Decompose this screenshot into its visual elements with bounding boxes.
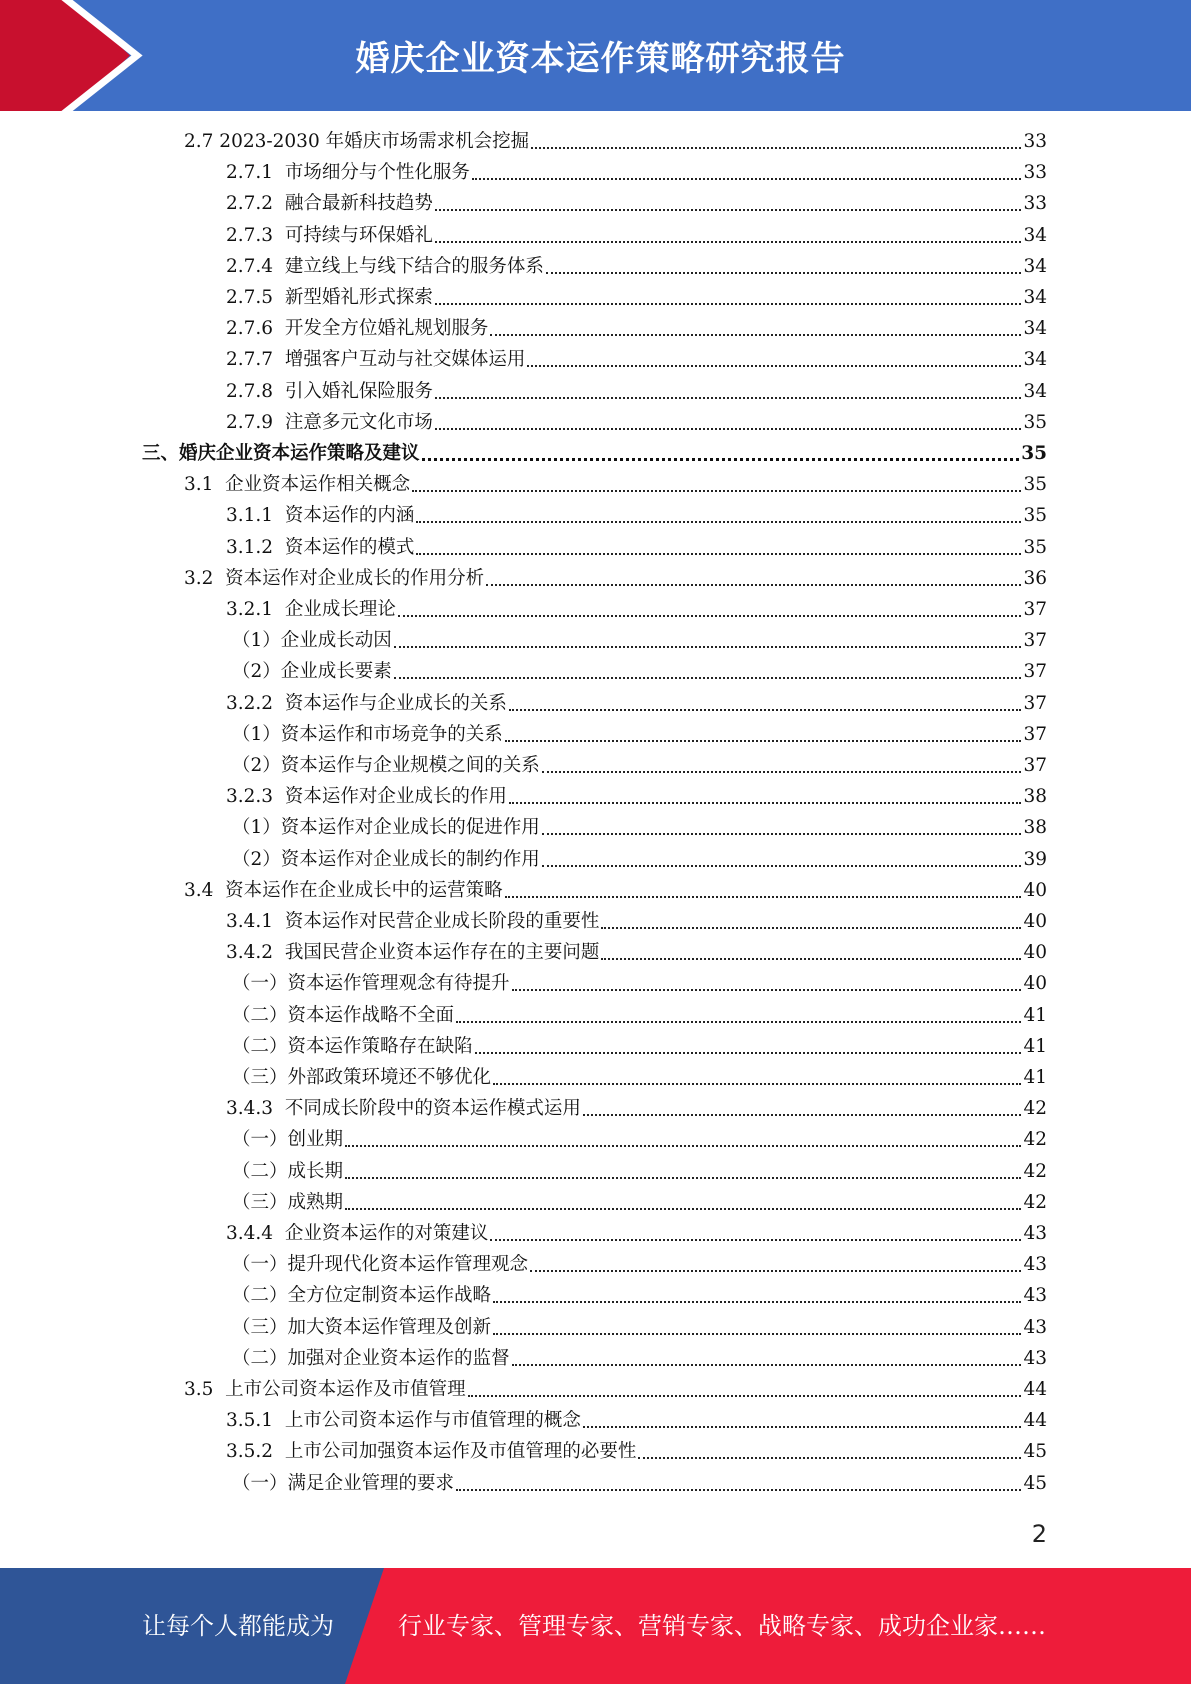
toc-dot-leader — [583, 1425, 1022, 1428]
toc-entry-page: 37 — [1023, 599, 1047, 620]
toc-entry[interactable] — [184, 471, 1047, 499]
toc-dot-leader — [542, 832, 1022, 835]
toc-entry-page: 37 — [1023, 630, 1047, 651]
toc-dot-leader — [398, 614, 1022, 617]
toc-entry-label: 3.1 企业资本运作相关概念 — [184, 474, 411, 495]
toc-dot-leader — [422, 457, 1020, 461]
toc-entry-page: 34 — [1023, 349, 1047, 370]
toc-entry-page: 44 — [1023, 1379, 1047, 1400]
toc-entry-label: （二）全方位定制资本运作战略 — [232, 1285, 492, 1306]
toc-entry[interactable] — [232, 846, 1047, 874]
toc-entry-page: 42 — [1023, 1129, 1047, 1150]
toc-entry-page: 41 — [1023, 1005, 1047, 1026]
toc-entry-label: （1）资本运作和市场竞争的关系 — [232, 724, 503, 745]
toc-dot-leader — [435, 302, 1022, 305]
toc-entry-label: 3.5.2 上市公司加强资本运作及市值管理的必要性 — [226, 1441, 637, 1462]
toc-dot-leader — [546, 271, 1022, 274]
toc-entry[interactable] — [232, 752, 1047, 780]
toc-dot-leader — [468, 1394, 1022, 1397]
toc-entry-label: 3.2 资本运作对企业成长的作用分析 — [184, 568, 485, 589]
toc-dot-leader — [542, 770, 1022, 773]
toc-entry-page: 43 — [1023, 1223, 1047, 1244]
toc-entry-label: 3.1.2 资本运作的模式 — [226, 537, 415, 558]
page-number: 2 — [1031, 1520, 1047, 1548]
toc-dot-leader — [456, 1020, 1021, 1023]
toc-entry-page: 39 — [1023, 849, 1047, 870]
toc-entry-label: （2）企业成长要素 — [232, 661, 392, 682]
toc-entry[interactable] — [142, 440, 1047, 468]
toc-entry-page: 44 — [1023, 1410, 1047, 1431]
toc-entry-page: 35 — [1021, 443, 1047, 464]
toc-entry-page: 45 — [1023, 1473, 1047, 1494]
toc-entry-page: 41 — [1023, 1036, 1047, 1057]
toc-entry-page: 42 — [1023, 1192, 1047, 1213]
toc-dot-leader — [493, 1300, 1021, 1303]
toc-entry-label: 2.7.4 建立线上与线下结合的服务体系 — [226, 256, 544, 277]
toc-entry[interactable] — [232, 1002, 1047, 1030]
toc-entry[interactable] — [232, 1064, 1047, 1092]
toc-dot-leader — [493, 1082, 1021, 1085]
toc-entry-label: 三、婚庆企业资本运作策略及建议 — [142, 443, 420, 464]
toc-entry[interactable] — [232, 627, 1047, 655]
toc-entry-page: 33 — [1023, 193, 1047, 214]
toc-entry-page: 34 — [1023, 318, 1047, 339]
toc-entry-label: 2.7.5 新型婚礼形式探索 — [226, 287, 433, 308]
toc-dot-leader — [601, 926, 1021, 929]
toc-entry-label: （一）满足企业管理的要求 — [232, 1473, 455, 1494]
toc-entry[interactable] — [232, 721, 1047, 749]
toc-entry[interactable] — [226, 222, 1047, 250]
toc-entry[interactable] — [226, 1407, 1047, 1435]
toc-entry-page: 38 — [1023, 786, 1047, 807]
toc-entry-label: 3.2.2 资本运作与企业成长的关系 — [226, 693, 507, 714]
toc-entry[interactable] — [184, 128, 1047, 156]
report-title: 婚庆企业资本运作策略研究报告 — [355, 39, 846, 79]
toc-dot-leader — [493, 1332, 1021, 1335]
toc-entry-label: （一）创业期 — [232, 1129, 344, 1150]
toc-entry-page: 37 — [1023, 661, 1047, 682]
toc-entry-page: 34 — [1023, 225, 1047, 246]
toc-entry-label: 2.7.8 引入婚礼保险服务 — [226, 381, 433, 402]
toc-entry[interactable] — [232, 1033, 1047, 1061]
toc-dot-leader — [583, 1113, 1022, 1116]
toc-dot-leader — [435, 427, 1022, 430]
toc-dot-leader — [486, 583, 1021, 586]
toc-entry-page: 38 — [1023, 817, 1047, 838]
toc-dot-leader — [345, 1176, 1021, 1179]
toc-dot-leader — [394, 645, 1022, 648]
toc-entry-page: 42 — [1023, 1098, 1047, 1119]
toc-entry-page: 41 — [1023, 1067, 1047, 1088]
toc-entry-label: （1）资本运作对企业成长的促进作用 — [232, 817, 540, 838]
toc-entry-label: 2.7.9 注意多元文化市场 — [226, 412, 433, 433]
toc-entry-label: 3.5.1 上市公司资本运作与市值管理的概念 — [226, 1410, 581, 1431]
toc-entry-label: （2）资本运作与企业规模之间的关系 — [232, 755, 540, 776]
toc-entry-page: 43 — [1023, 1285, 1047, 1306]
toc-entry-page: 37 — [1023, 724, 1047, 745]
toc-entry-label: 2.7 2023-2030 年婚庆市场需求机会挖掘 — [184, 131, 530, 152]
toc-entry[interactable] — [232, 1345, 1047, 1373]
toc-entry-label: 3.4.4 企业资本运作的对策建议 — [226, 1223, 489, 1244]
toc-dot-leader — [530, 1269, 1021, 1272]
toc-entry[interactable] — [232, 1158, 1047, 1186]
toc-dot-leader — [490, 333, 1021, 336]
toc-dot-leader — [456, 1488, 1021, 1491]
toc-entry[interactable] — [226, 1095, 1047, 1123]
toc-entry-label: 3.2.1 企业成长理论 — [226, 599, 396, 620]
toc-entry-label: （一）资本运作管理观念有待提升 — [232, 973, 510, 994]
toc-entry-label: 3.1.1 资本运作的内涵 — [226, 505, 415, 526]
toc-entry-page: 37 — [1023, 693, 1047, 714]
toc-dot-leader — [475, 1051, 1022, 1054]
toc-entry-page: 40 — [1023, 942, 1047, 963]
toc-entry-label: 2.7.3 可持续与环保婚礼 — [226, 225, 433, 246]
toc-dot-leader — [527, 364, 1021, 367]
toc-entry-label: 3.4.3 不同成长阶段中的资本运作模式运用 — [226, 1098, 581, 1119]
toc-dot-leader — [512, 1363, 1022, 1366]
toc-entry[interactable] — [226, 908, 1047, 936]
toc-entry-label: （三）加大资本运作管理及创新 — [232, 1317, 492, 1338]
toc-entry[interactable] — [184, 565, 1047, 593]
toc-dot-leader — [416, 520, 1021, 523]
toc-entry[interactable] — [226, 190, 1047, 218]
toc-dot-leader — [416, 552, 1021, 555]
toc-dot-leader — [394, 676, 1022, 679]
toc-entry-label: （一）提升现代化资本运作管理观念 — [232, 1254, 529, 1275]
toc-entry-label: 3.4 资本运作在企业成长中的运营策略 — [184, 880, 503, 901]
toc-entry-label: （二）成长期 — [232, 1161, 344, 1182]
toc-dot-leader — [345, 1207, 1021, 1210]
toc-dot-leader — [505, 739, 1022, 742]
toc-entry[interactable] — [226, 346, 1047, 374]
toc-entry-label: （三）外部政策环境还不够优化 — [232, 1067, 492, 1088]
toc-dot-leader — [490, 1238, 1021, 1241]
toc-entry-label: 3.4.2 我国民营企业资本运作存在的主要问题 — [226, 942, 600, 963]
toc-entry[interactable] — [232, 658, 1047, 686]
toc-entry-label: 2.7.1 市场细分与个性化服务 — [226, 162, 470, 183]
footer-slogan-left: 让每个人都能成为 — [142, 1612, 334, 1640]
toc-entry[interactable] — [226, 409, 1047, 437]
toc-entry-page: 35 — [1023, 505, 1047, 526]
toc-entry-page: 40 — [1023, 911, 1047, 932]
toc-dot-leader — [509, 801, 1022, 804]
toc-entry-page: 43 — [1023, 1317, 1047, 1338]
toc-entry[interactable] — [226, 284, 1047, 312]
toc-dot-leader — [531, 146, 1021, 149]
toc-entry-page: 42 — [1023, 1161, 1047, 1182]
toc-entry-label: 3.2.3 资本运作对企业成长的作用 — [226, 786, 507, 807]
toc-dot-leader — [601, 957, 1021, 960]
toc-entry-page: 45 — [1023, 1441, 1047, 1462]
toc-entry[interactable] — [232, 1251, 1047, 1279]
toc-entry-page: 34 — [1023, 287, 1047, 308]
toc-entry[interactable] — [226, 1438, 1047, 1466]
toc-entry[interactable] — [184, 1376, 1047, 1404]
toc-entry[interactable] — [226, 939, 1047, 967]
toc-entry-page: 35 — [1023, 474, 1047, 495]
toc-entry-page: 35 — [1023, 412, 1047, 433]
toc-dot-leader — [509, 708, 1022, 711]
toc-entry-page: 34 — [1023, 256, 1047, 277]
toc-entry[interactable] — [226, 378, 1047, 406]
toc-dot-leader — [505, 895, 1022, 898]
toc-entry-page: 40 — [1023, 880, 1047, 901]
toc-entry[interactable] — [226, 534, 1047, 562]
toc-dot-leader — [435, 240, 1022, 243]
toc-entry-page: 37 — [1023, 755, 1047, 776]
toc-entry-label: （二）加强对企业资本运作的监督 — [232, 1348, 510, 1369]
toc-entry-page: 35 — [1023, 537, 1047, 558]
toc-entry[interactable] — [232, 1126, 1047, 1154]
page-header — [0, 0, 1191, 111]
toc-dot-leader — [512, 988, 1022, 991]
toc-entry[interactable] — [226, 502, 1047, 530]
toc-dot-leader — [345, 1144, 1021, 1147]
toc-entry[interactable] — [232, 1470, 1047, 1498]
toc-dot-leader — [435, 396, 1022, 399]
toc-entry-label: 2.7.2 融合最新科技趋势 — [226, 193, 433, 214]
toc-dot-leader — [412, 489, 1021, 492]
toc-entry[interactable] — [232, 970, 1047, 998]
toc-entry-page: 43 — [1023, 1348, 1047, 1369]
toc-entry[interactable] — [226, 783, 1047, 811]
toc-dot-leader — [472, 177, 1022, 180]
toc-entry[interactable] — [226, 596, 1047, 624]
toc-dot-leader — [638, 1456, 1021, 1459]
toc-entry-label: （1）企业成长动因 — [232, 630, 392, 651]
toc-entry[interactable] — [184, 877, 1047, 905]
toc-entry-page: 36 — [1023, 568, 1047, 589]
toc-dot-leader — [435, 208, 1022, 211]
toc-entry[interactable] — [226, 1220, 1047, 1248]
toc-dot-leader — [542, 864, 1022, 867]
toc-entry[interactable] — [226, 690, 1047, 718]
toc-entry[interactable] — [226, 315, 1047, 343]
toc-entry[interactable] — [232, 1189, 1047, 1217]
toc-entry-page: 43 — [1023, 1254, 1047, 1275]
toc-entry-page: 33 — [1023, 162, 1047, 183]
toc-entry-page: 33 — [1023, 131, 1047, 152]
toc-entry-label: 2.7.7 增强客户互动与社交媒体运用 — [226, 349, 526, 370]
toc-entry[interactable] — [232, 814, 1047, 842]
toc-entry-label: 3.4.1 资本运作对民营企业成长阶段的重要性 — [226, 911, 600, 932]
toc-entry[interactable] — [232, 1314, 1047, 1342]
toc-entry[interactable] — [226, 159, 1047, 187]
toc-entry-label: 2.7.6 开发全方位婚礼规划服务 — [226, 318, 489, 339]
toc-entry-label: （三）成熟期 — [232, 1192, 344, 1213]
page-footer — [0, 1568, 1191, 1684]
toc-entry-page: 34 — [1023, 381, 1047, 402]
toc-entry-label: （二）资本运作战略不全面 — [232, 1005, 455, 1026]
toc-entry[interactable] — [232, 1282, 1047, 1310]
toc-entry-page: 40 — [1023, 973, 1047, 994]
toc-entry[interactable] — [226, 253, 1047, 281]
toc-entry-label: （二）资本运作策略存在缺陷 — [232, 1036, 473, 1057]
toc-entry-label: 3.5 上市公司资本运作及市值管理 — [184, 1379, 466, 1400]
footer-slogan-right: 行业专家、管理专家、营销专家、战略专家、成功企业家…… — [398, 1612, 1046, 1640]
toc-entry-label: （2）资本运作对企业成长的制约作用 — [232, 849, 540, 870]
